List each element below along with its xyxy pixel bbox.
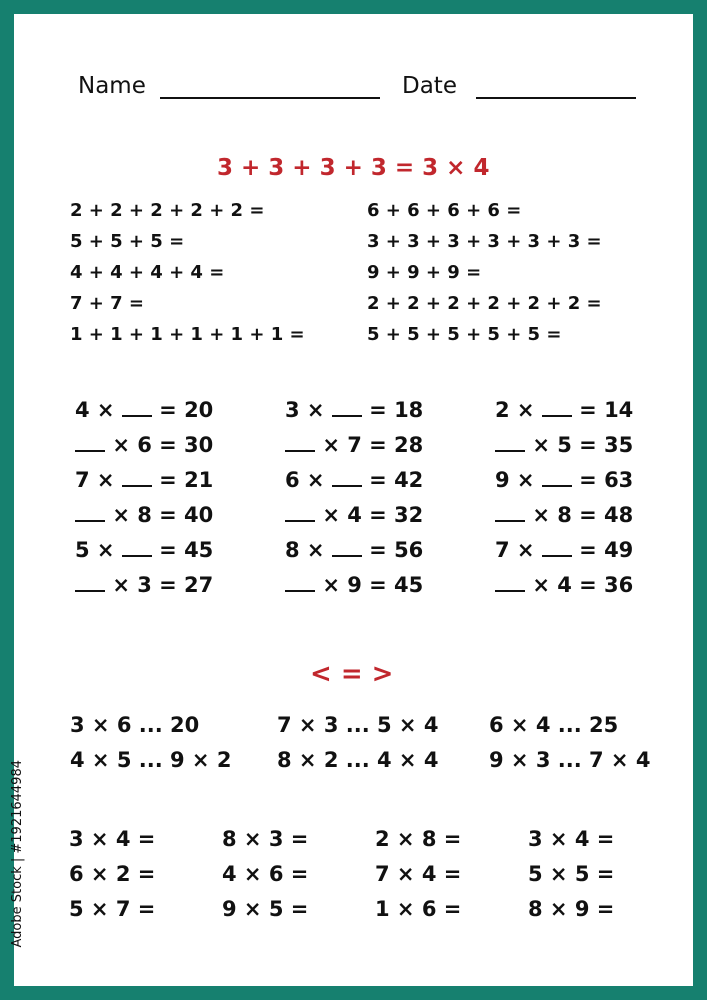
- addition-problem: 9 + 9 + 9 =: [367, 262, 482, 283]
- answer-blank[interactable]: [332, 484, 362, 487]
- answer-blank[interactable]: [122, 484, 152, 487]
- missing-factor-problem: [75, 538, 213, 562]
- multiplication-fact: 8 × 9 =: [528, 897, 615, 921]
- compare-problem: 8 × 2 ... 4 × 4: [277, 748, 439, 772]
- multiplication-fact: 7 × 4 =: [375, 862, 462, 886]
- known-factor: 4 ×: [75, 398, 115, 422]
- section3-title: < = >: [310, 659, 394, 689]
- addition-problem: 5 + 5 + 5 + 5 + 5 =: [367, 324, 562, 345]
- multiplication-fact: 2 × 8 =: [375, 827, 462, 851]
- multiplication-fact: 5 × 5 =: [528, 862, 615, 886]
- multiplication-fact: 8 × 3 =: [222, 827, 309, 851]
- multiplication-fact: 1 × 6 =: [375, 897, 462, 921]
- compare-problem: 3 × 6 ... 20: [70, 713, 200, 737]
- answer-blank[interactable]: [332, 414, 362, 417]
- equation-rest: × 9 = 45: [322, 573, 424, 597]
- missing-factor-problem: [75, 573, 213, 597]
- missing-factor-problem: [75, 503, 213, 527]
- date-label: Date: [402, 73, 457, 99]
- equation-rest: × 4 = 36: [532, 573, 634, 597]
- compare-problem: 4 × 5 ... 9 × 2: [70, 748, 232, 772]
- known-factor: 9 ×: [495, 468, 535, 492]
- addition-problem: 6 + 6 + 6 + 6 =: [367, 200, 522, 221]
- equation-rest: × 7 = 28: [322, 433, 424, 457]
- answer-blank[interactable]: [495, 519, 525, 522]
- equation-rest: = 49: [579, 538, 634, 562]
- missing-factor-problem: [495, 573, 633, 597]
- multiplication-fact: 6 × 2 =: [69, 862, 156, 886]
- known-factor: 5 ×: [75, 538, 115, 562]
- missing-factor-problem: [75, 398, 213, 422]
- equation-rest: = 63: [579, 468, 634, 492]
- equation-rest: × 6 = 30: [112, 433, 214, 457]
- known-factor: 8 ×: [285, 538, 325, 562]
- equation-rest: = 18: [369, 398, 424, 422]
- missing-factor-problem: [75, 433, 213, 457]
- answer-blank[interactable]: [542, 414, 572, 417]
- equation-rest: × 3 = 27: [112, 573, 214, 597]
- equation-rest: × 8 = 40: [112, 503, 214, 527]
- known-factor: 7 ×: [75, 468, 115, 492]
- answer-blank[interactable]: [75, 519, 105, 522]
- equation-rest: = 21: [159, 468, 214, 492]
- missing-factor-problem: [285, 468, 423, 492]
- equation-rest: = 42: [369, 468, 424, 492]
- answer-blank[interactable]: [495, 589, 525, 592]
- addition-problem: 7 + 7 =: [70, 293, 145, 314]
- missing-factor-problem: [285, 433, 423, 457]
- compare-problem: 7 × 3 ... 5 × 4: [277, 713, 439, 737]
- addition-problem: 5 + 5 + 5 =: [70, 231, 185, 252]
- stock-watermark: Adobe Stock | #1921644984: [10, 760, 25, 948]
- missing-factor-problem: [495, 398, 633, 422]
- missing-factor-problem: [495, 503, 633, 527]
- known-factor: 6 ×: [285, 468, 325, 492]
- answer-blank[interactable]: [122, 554, 152, 557]
- compare-problem: 6 × 4 ... 25: [489, 713, 619, 737]
- equation-rest: × 5 = 35: [532, 433, 634, 457]
- addition-problem: 3 + 3 + 3 + 3 + 3 + 3 =: [367, 231, 602, 252]
- missing-factor-problem: [495, 468, 633, 492]
- addition-problem: 2 + 2 + 2 + 2 + 2 =: [70, 200, 265, 221]
- multiplication-fact: 5 × 7 =: [69, 897, 156, 921]
- missing-factor-problem: [495, 538, 633, 562]
- answer-blank[interactable]: [542, 554, 572, 557]
- answer-blank[interactable]: [542, 484, 572, 487]
- answer-blank[interactable]: [285, 519, 315, 522]
- equation-rest: × 8 = 48: [532, 503, 634, 527]
- missing-factor-problem: [285, 398, 423, 422]
- known-factor: 7 ×: [495, 538, 535, 562]
- equation-rest: = 56: [369, 538, 424, 562]
- section1-title: 3 + 3 + 3 + 3 = 3 × 4: [217, 155, 490, 181]
- answer-blank[interactable]: [75, 449, 105, 452]
- multiplication-fact: 4 × 6 =: [222, 862, 309, 886]
- equation-rest: = 45: [159, 538, 214, 562]
- multiplication-fact: 3 × 4 =: [528, 827, 615, 851]
- answer-blank[interactable]: [122, 414, 152, 417]
- name-label: Name: [78, 73, 146, 99]
- missing-factor-problem: [285, 538, 423, 562]
- answer-blank[interactable]: [75, 589, 105, 592]
- addition-problem: 4 + 4 + 4 + 4 =: [70, 262, 225, 283]
- answer-blank[interactable]: [332, 554, 362, 557]
- equation-rest: = 20: [159, 398, 214, 422]
- addition-problem: 1 + 1 + 1 + 1 + 1 + 1 =: [70, 324, 305, 345]
- answer-blank[interactable]: [285, 449, 315, 452]
- compare-problem: 9 × 3 ... 7 × 4: [489, 748, 651, 772]
- multiplication-fact: 9 × 5 =: [222, 897, 309, 921]
- known-factor: 2 ×: [495, 398, 535, 422]
- date-line: [476, 97, 636, 99]
- name-line: [160, 97, 380, 99]
- missing-factor-problem: [285, 503, 423, 527]
- equation-rest: × 4 = 32: [322, 503, 424, 527]
- answer-blank[interactable]: [495, 449, 525, 452]
- missing-factor-problem: [495, 433, 633, 457]
- answer-blank[interactable]: [285, 589, 315, 592]
- missing-factor-problem: [75, 468, 213, 492]
- addition-problem: 2 + 2 + 2 + 2 + 2 + 2 =: [367, 293, 602, 314]
- equation-rest: = 14: [579, 398, 634, 422]
- known-factor: 3 ×: [285, 398, 325, 422]
- multiplication-fact: 3 × 4 =: [69, 827, 156, 851]
- missing-factor-problem: [285, 573, 423, 597]
